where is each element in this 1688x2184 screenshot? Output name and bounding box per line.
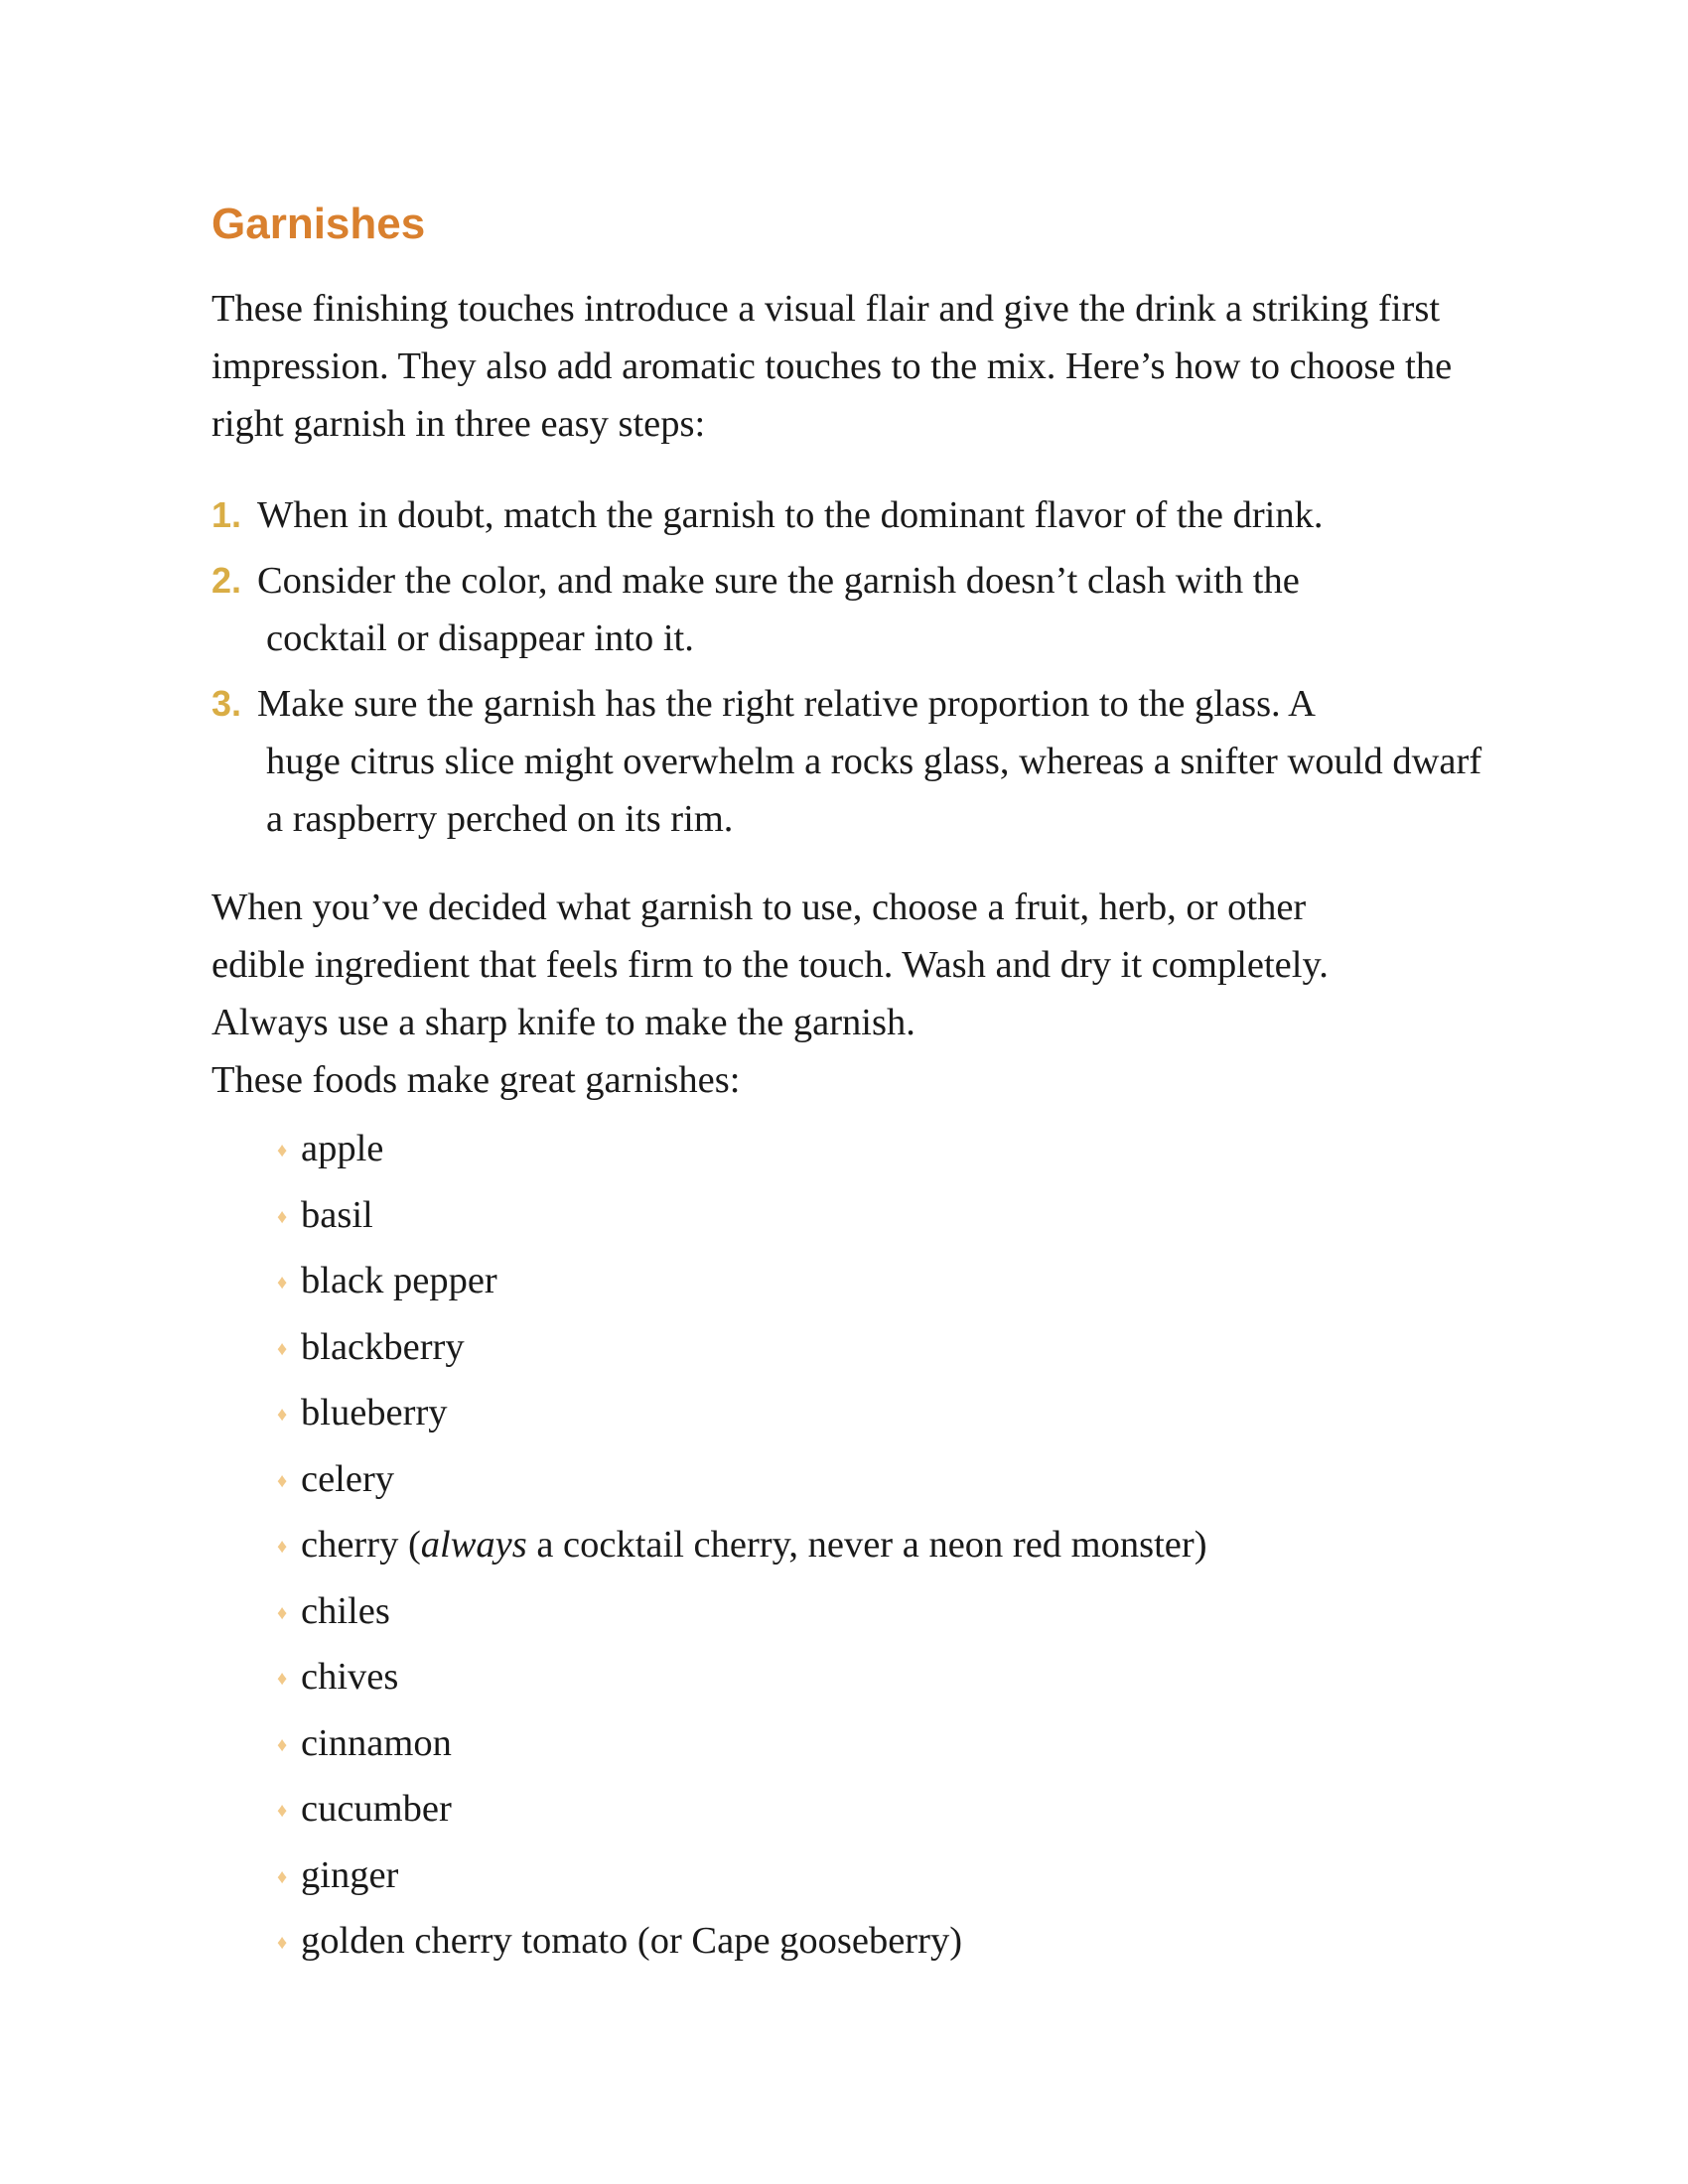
outro-paragraph (211, 879, 1492, 1109)
step-item (211, 552, 1492, 667)
food-name: chiles (301, 1589, 390, 1632)
diamond-bullet-icon: ♦ (277, 1404, 288, 1426)
food-name: golden cherry tomato (or Cape gooseberry) (301, 1920, 963, 1962)
list-item (277, 1446, 1207, 1513)
diamond-bullet-icon: ♦ (277, 1668, 288, 1690)
step-number: 3. (211, 683, 242, 724)
step-text: When in doubt, match the garnish to the dominant flavor of the drink. (257, 494, 1324, 536)
food-name: blackberry (301, 1325, 465, 1368)
outro-line: These foods make great garnishes: (211, 1059, 741, 1101)
food-name: apple (301, 1128, 384, 1169)
diamond-bullet-icon: ♦ (277, 1601, 288, 1624)
food-name (301, 1524, 1207, 1566)
food-name: cinnamon (301, 1721, 452, 1764)
diamond-bullet-icon: ♦ (277, 1536, 288, 1558)
diamond-bullet-icon: ♦ (277, 1865, 288, 1888)
food-name: cucumber (301, 1788, 452, 1830)
food-name: black pepper (301, 1260, 497, 1301)
list-item (277, 1116, 1207, 1182)
step-item (211, 675, 1492, 848)
food-name: celery (301, 1457, 395, 1500)
emphasis-text: always (420, 1524, 527, 1566)
diamond-bullet-icon: ♦ (277, 1733, 288, 1756)
list-item (277, 1908, 1207, 1975)
food-name: blueberry (301, 1392, 448, 1433)
diamond-bullet-icon: ♦ (277, 1140, 288, 1161)
list-item (277, 1314, 1207, 1381)
food-name-part: cherry ( (301, 1524, 421, 1566)
diamond-bullet-icon: ♦ (277, 1469, 288, 1492)
food-name: ginger (301, 1853, 399, 1896)
outro-line: edible ingredient that feels firm to the touch. Wash and dry it completely. (211, 944, 1329, 986)
food-name-part: a cocktail cherry, never a neon red monster) (526, 1524, 1207, 1566)
list-item (277, 1512, 1207, 1578)
step-text: Consider the color, and make sure the garnish doesn’t clash with the (257, 560, 1300, 602)
section-heading: Garnishes (211, 200, 426, 248)
list-item (277, 1843, 1207, 1909)
list-item (277, 1776, 1207, 1843)
garnish-foods-list (277, 1116, 1207, 1975)
steps-list (211, 486, 1492, 856)
food-name: basil (301, 1193, 373, 1236)
list-item (277, 1578, 1207, 1645)
list-item (277, 1248, 1207, 1314)
step-item (211, 486, 1492, 544)
intro-paragraph: These finishing touches introduce a visual flair and give the drink a striking first impression. They also add aromatic touches to the mix. Here’s how to choose the right garnish in three easy steps: (211, 288, 1453, 445)
food-name: chives (301, 1656, 399, 1698)
list-item (277, 1710, 1207, 1777)
step-text: Make sure the garnish has the right relative proportion to the glass. A (257, 683, 1316, 725)
step-number: 2. (211, 560, 242, 601)
list-item (277, 1644, 1207, 1710)
diamond-bullet-icon: ♦ (277, 1800, 288, 1822)
diamond-bullet-icon: ♦ (277, 1337, 288, 1360)
list-item (277, 1380, 1207, 1446)
step-text-continued: cocktail or disappear into it. (266, 617, 694, 659)
outro-line: When you’ve decided what garnish to use, choose a fruit, herb, or other (211, 887, 1307, 928)
diamond-bullet-icon: ♦ (277, 1932, 288, 1954)
diamond-bullet-icon: ♦ (277, 1205, 288, 1228)
diamond-bullet-icon: ♦ (277, 1272, 288, 1294)
step-number: 1. (211, 494, 242, 535)
outro-line: Always use a sharp knife to make the garnish. (211, 1002, 915, 1043)
step-text-continued: huge citrus slice might overwhelm a rocks glass, whereas a snifter would dwarf a raspberry perched on its rim. (266, 741, 1482, 840)
list-item (277, 1182, 1207, 1249)
